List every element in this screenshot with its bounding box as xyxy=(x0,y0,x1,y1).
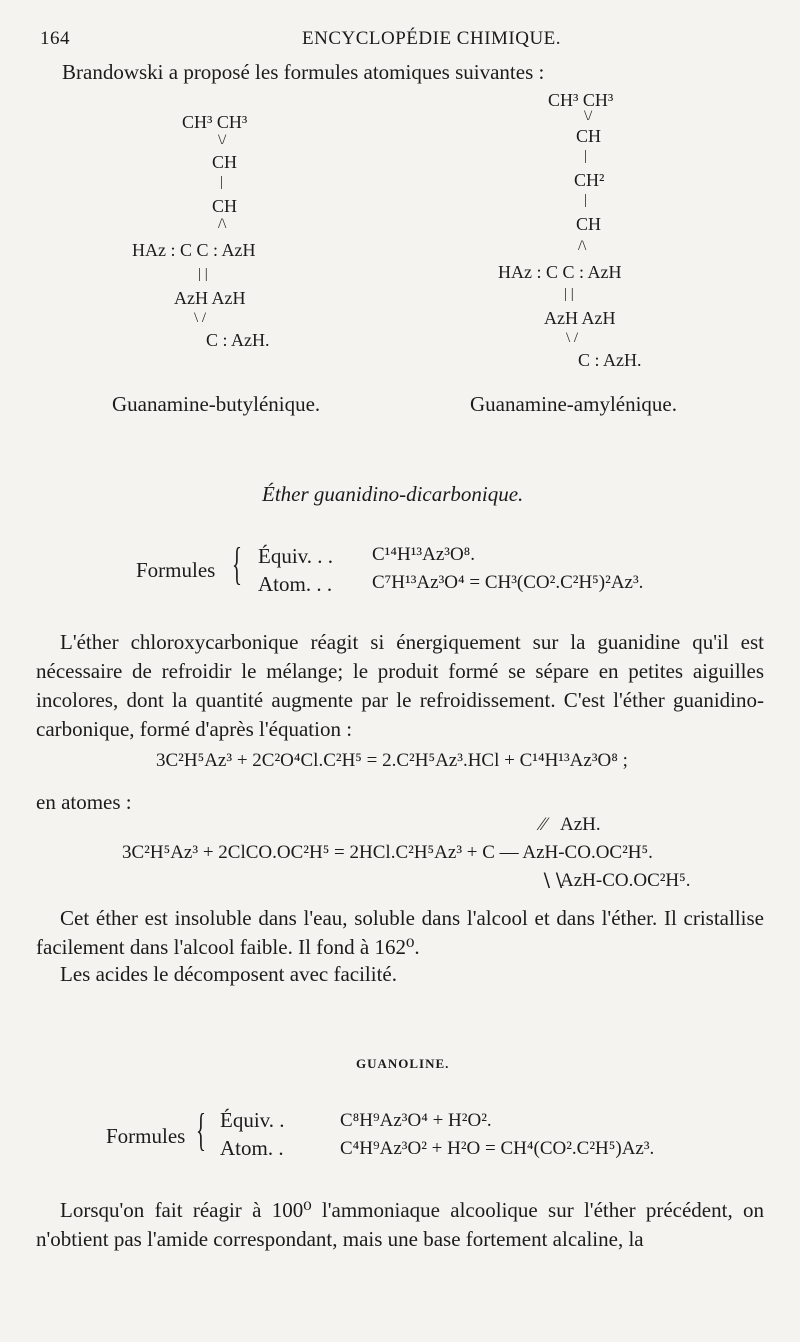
structure-butyl xyxy=(132,112,302,372)
equation-2-top-bond: ⁄⁄ xyxy=(540,814,547,835)
equiv-label: Équiv. . . xyxy=(258,544,334,568)
paragraph-2: Cet éther est insoluble dans l'eau, soluble dans l'alcool et dans l'éther. Il cristallise facilement dans l'alcool faible. Il fond à 162⁰. xyxy=(36,906,764,959)
struct-line: CH xyxy=(212,196,238,216)
atom-formula-2: C⁴H⁹Az³O² + H²O = CH⁴(CO².C²H⁵)Az³. xyxy=(340,1138,655,1159)
atom-label-2: Atom. . xyxy=(220,1136,284,1160)
struct-line: CH³ CH³ xyxy=(548,90,614,110)
brace-icon: { xyxy=(232,538,242,589)
atom-formula: C⁷H¹³Az³O⁴ = CH³(CO².C²H⁵)²Az³. xyxy=(372,572,644,593)
formulas-label-2: Formules xyxy=(106,1124,186,1148)
struct-line: AzH AzH xyxy=(174,288,246,308)
brace-icon: { xyxy=(196,1104,206,1155)
struct-line: C : AzH. xyxy=(578,350,642,370)
equiv-label-2: Équiv. . xyxy=(220,1108,285,1132)
section-title-guanoline: GUANOLINE. xyxy=(356,1056,450,1071)
section-title-ether: Éther guanidino-dicarbonique. xyxy=(262,482,524,506)
intro-text: Brandowski a proposé les formules atomiques suivantes : xyxy=(62,60,545,84)
paragraph-3: Les acides le décomposent avec facilité. xyxy=(60,962,398,986)
struct-line: CH xyxy=(576,126,602,146)
struct-line: CH³ CH³ xyxy=(182,112,248,132)
page-number: 164 xyxy=(40,28,70,49)
struct-bond: \/ xyxy=(218,132,227,148)
equiv-formula: C¹⁴H¹³Az³O⁸. xyxy=(372,544,476,565)
caption-butyl: Guanamine-butylénique. xyxy=(112,392,321,416)
struct-bond: /\ xyxy=(578,238,587,254)
struct-line: HAz : C C : AzH xyxy=(498,262,622,282)
struct-bond: \/ xyxy=(584,108,593,124)
equation-2-top: AzH. xyxy=(560,814,601,835)
struct-bond: /\ xyxy=(218,216,227,232)
struct-bond: | xyxy=(584,148,588,164)
equation-2-main: 3C²H⁵Az³ + 2ClCO.OC²H⁵ = 2HCl.C²H⁵Az³ + C — AzH-CO.OC²H⁵. xyxy=(122,842,653,863)
struct-bond: | xyxy=(220,174,224,190)
struct-line: HAz : C C : AzH xyxy=(132,240,256,260)
caption-amyl: Guanamine-amylénique. xyxy=(470,392,678,416)
struct-line: CH xyxy=(212,152,238,172)
struct-bond: \ / xyxy=(194,310,207,326)
en-atomes-label: en atomes : xyxy=(36,790,132,814)
struct-line: AzH AzH xyxy=(544,308,616,328)
struct-bond: | | xyxy=(198,266,208,282)
equiv-formula-2: C⁸H⁹Az³O⁴ + H²O². xyxy=(340,1110,492,1131)
struct-bond: | | xyxy=(564,286,574,302)
formulas-label: Formules xyxy=(136,558,216,582)
structure-amyl xyxy=(498,90,678,380)
struct-line: CH xyxy=(576,214,602,234)
equation-2-bottom-bond: ∖∖ xyxy=(540,871,565,892)
struct-line: CH² xyxy=(574,170,605,190)
paragraph-1: L'éther chloroxycarbonique réagit si énergiquement sur la guanidine qu'il est nécessaire de refroidir le mélange; le produit formé se sépare en petites aiguilles incolores, dont la quantité augmente par le refroidissement. C'est l'éther guanidino-carbonique, formé d'après l'équation : xyxy=(36,630,764,741)
struct-bond: \ / xyxy=(566,330,579,346)
struct-line: C : AzH. xyxy=(206,330,270,350)
equation-1: 3C²H⁵Az³ + 2C²O⁴Cl.C²H⁵ = 2.C²H⁵Az³.HCl + C¹⁴H¹³Az³O⁸ ; xyxy=(156,750,628,771)
paragraph-4: Lorsqu'on fait réagir à 100⁰ l'ammoniaque alcoolique sur l'éther précédent, on n'obtient pas l'amide correspondant, mais une base fortement alcaline, la xyxy=(36,1198,764,1251)
atom-label: Atom. . . xyxy=(258,572,333,596)
running-title: ENCYCLOPÉDIE CHIMIQUE. xyxy=(302,28,562,49)
struct-bond: | xyxy=(584,192,588,208)
equation-2-bottom: AzH-CO.OC²H⁵. xyxy=(560,870,691,891)
